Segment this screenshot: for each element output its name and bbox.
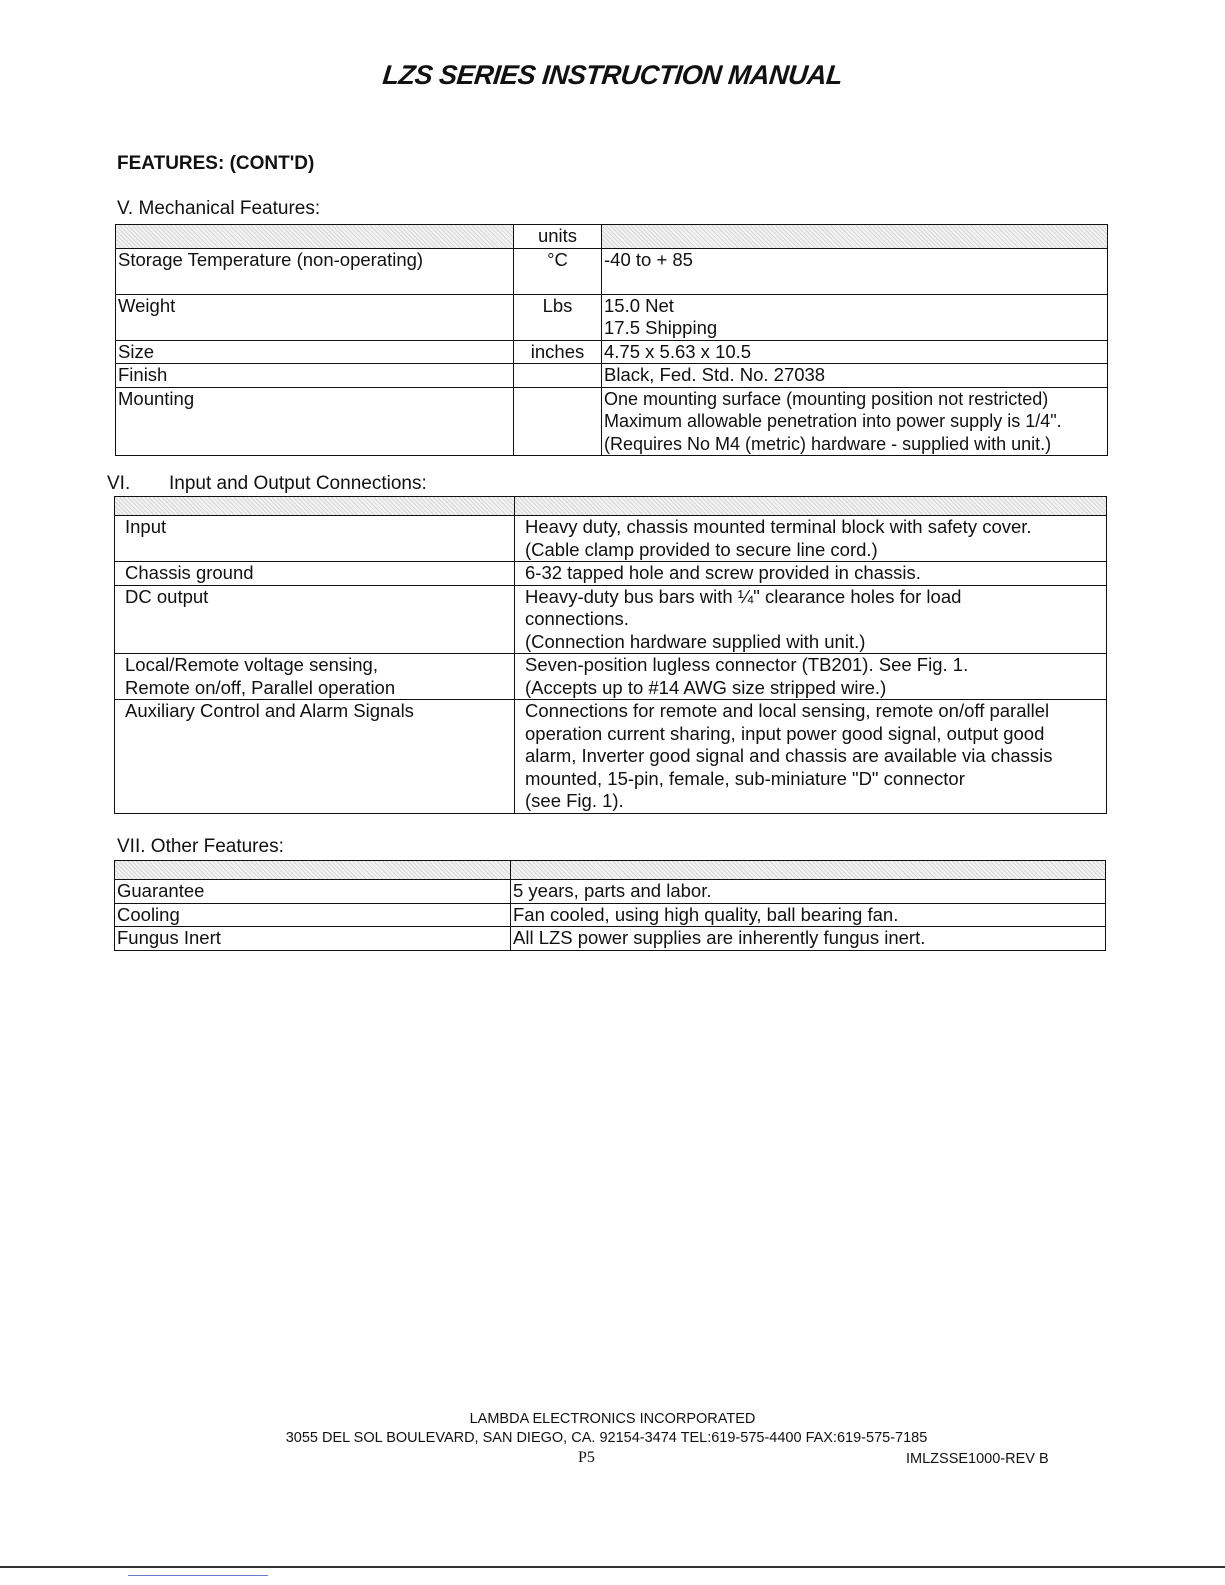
features-heading: FEATURES: (CONT'D)	[117, 153, 315, 174]
units-header: units	[514, 225, 602, 249]
row-value: Connections for remote and local sensing, remote on/off parallel operation current sharing, input power good signal, output good alarm, Inverter good signal and chassis are available via chassis mounted, 15-pin, female, sub-miniature "D" connector (see Fig. 1).	[515, 700, 1107, 814]
table-row	[115, 585, 1107, 654]
table-row	[116, 364, 1108, 388]
row-unit	[514, 387, 602, 456]
row-label: Input	[115, 516, 515, 562]
bottom-link-underline	[128, 1575, 268, 1576]
row-unit: °C	[514, 248, 602, 294]
table-row	[115, 654, 1107, 700]
row-value: All LZS power supplies are inherently fungus inert.	[511, 927, 1106, 951]
row-label: Finish	[116, 364, 514, 388]
row-value: One mounting surface (mounting position not restricted) Maximum allowable penetration into power supply is 1/4". (Requires No M4 (metric) hardware - supplied with unit.)	[602, 387, 1108, 456]
table-row	[115, 927, 1106, 951]
table-row	[116, 248, 1108, 294]
row-value: Seven-position lugless connector (TB201). See Fig. 1. (Accepts up to #14 AWG size stripped wire.)	[515, 654, 1107, 700]
table-row	[116, 387, 1108, 456]
table-row	[116, 294, 1108, 340]
mechanical-header-row	[116, 225, 1108, 249]
table-row	[115, 562, 1107, 586]
row-value: 6-32 tapped hole and screw provided in chassis.	[515, 562, 1107, 586]
mechanical-table	[115, 224, 1108, 456]
other-heading: VII. Other Features:	[117, 836, 284, 857]
row-label: Weight	[116, 294, 514, 340]
row-label: Storage Temperature (non-operating)	[116, 248, 514, 294]
row-label: Size	[116, 340, 514, 364]
row-unit: Lbs	[514, 294, 602, 340]
footer-address: 3055 DEL SOL BOULEVARD, SAN DIEGO, CA. 92154-3474 TEL:619-575-4400 FAX:619-575-7185	[285, 1430, 928, 1446]
row-unit	[514, 364, 602, 388]
row-value: Heavy duty, chassis mounted terminal block with safety cover. (Cable clamp provided to secure line cord.)	[515, 516, 1107, 562]
bottom-divider	[0, 1566, 1225, 1568]
mechanical-heading: V. Mechanical Features:	[117, 198, 321, 219]
connections-header-row	[115, 497, 1107, 516]
row-label: Local/Remote voltage sensing, Remote on/off, Parallel operation	[115, 654, 515, 700]
row-value: Fan cooled, using high quality, ball bearing fan.	[511, 903, 1106, 927]
row-label: Fungus Inert	[115, 927, 511, 951]
row-label: Mounting	[116, 387, 514, 456]
row-label: Guarantee	[115, 880, 511, 904]
row-value: -40 to + 85	[602, 248, 1108, 294]
document-id: IMLZSSE1000-REV B	[906, 1451, 1049, 1467]
row-value: Black, Fed. Std. No. 27038	[602, 364, 1108, 388]
row-value: 15.0 Net 17.5 Shipping	[602, 294, 1108, 340]
footer-company: LAMBDA ELECTRONICS INCORPORATED	[469, 1411, 756, 1427]
other-header-row	[115, 861, 1106, 880]
table-row	[115, 700, 1107, 814]
other-features-table	[114, 860, 1106, 951]
table-row	[116, 340, 1108, 364]
document-title: LZS SERIES INSTRUCTION MANUAL	[381, 60, 844, 90]
row-label: Auxiliary Control and Alarm Signals	[115, 700, 515, 814]
row-value: Heavy-duty bus bars with ¼" clearance holes for load connections. (Connection hardware supplied with unit.)	[515, 585, 1107, 654]
connections-table	[114, 496, 1107, 814]
page-number: P5	[578, 1449, 595, 1466]
table-row	[115, 516, 1107, 562]
row-value: 4.75 x 5.63 x 10.5	[602, 340, 1108, 364]
table-row	[115, 903, 1106, 927]
row-label: DC output	[115, 585, 515, 654]
row-value: 5 years, parts and labor.	[511, 880, 1106, 904]
row-label: Chassis ground	[115, 562, 515, 586]
row-label: Cooling	[115, 903, 511, 927]
row-unit: inches	[514, 340, 602, 364]
connections-heading: Input and Output Connections:	[169, 473, 427, 494]
connections-heading-number: VI.	[107, 473, 131, 494]
table-row	[115, 880, 1106, 904]
